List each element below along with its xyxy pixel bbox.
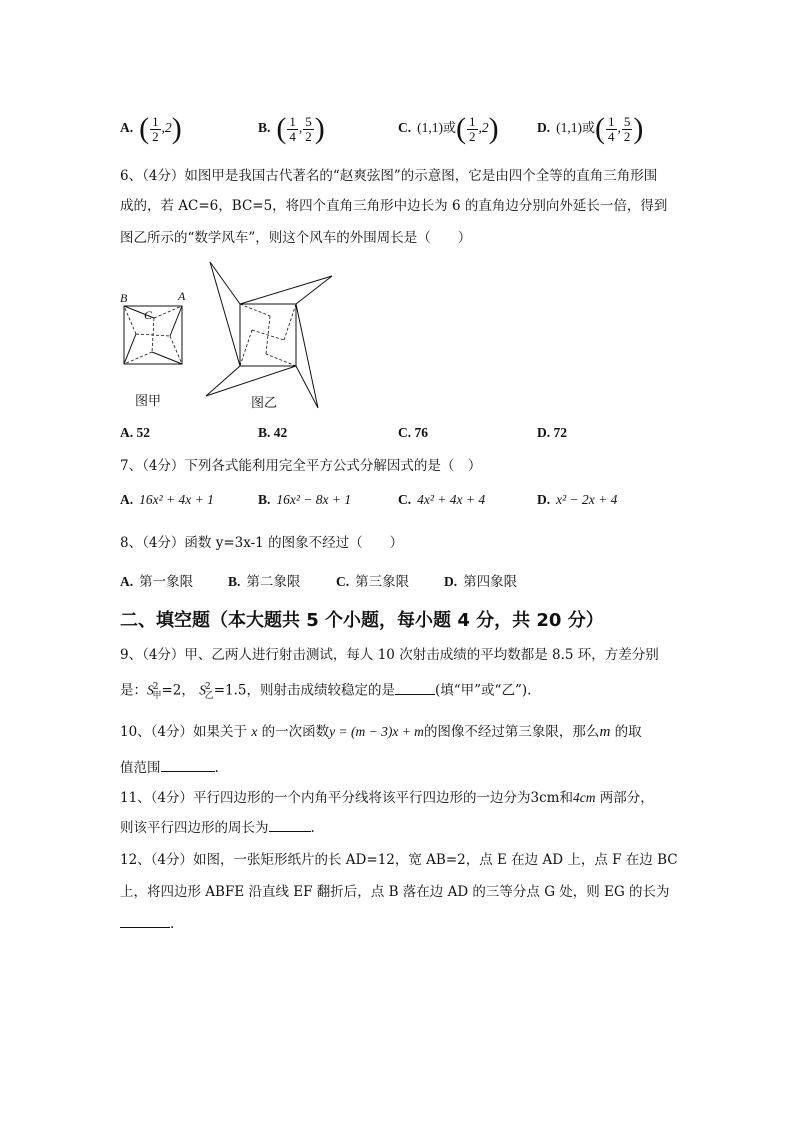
q11-line1: 11、（4分）平行四边形的一个内角平分线将该平行四边形的一边分为3cm和4cm 两部分， bbox=[120, 790, 654, 806]
q9-line1: 9、（4分）甲、乙两人进行射击测试，每人 10 次射击成绩的平均数都是 8.5 环，方差分别 bbox=[120, 647, 659, 663]
q7-option-a: A. 16x² + 4x + 1 bbox=[120, 492, 214, 507]
q11-line2: 则该平行四边形的周长为 . bbox=[120, 820, 315, 836]
q5-option-b: B. ( $\frac{1}{4}$ , $\frac{5}{2}$ ) bbox=[258, 112, 325, 145]
figure-yi-caption: 图乙 bbox=[251, 396, 278, 411]
q8-option-a: A. 第一象限 bbox=[120, 574, 194, 589]
q10-line2: 值范围 . bbox=[120, 760, 219, 776]
q5-option-d: D. (1,1)或( $\frac{1}{4}$ , $\frac{5}{2}$ ) bbox=[537, 112, 644, 145]
q9-line2: 是：$S^2_甲=2$， $S^2_乙=1.5$，则射击成绩较稳定的是 (填“甲”或“乙”). bbox=[120, 682, 532, 702]
q6-stem-line1: 6、（4分）如图甲是我国古代著名的“赵爽弦图”的示意图，它是由四个全等的直角三角形围 bbox=[120, 168, 658, 184]
q7-option-d: D. x² − 2x + 4 bbox=[537, 492, 618, 507]
q8-option-d: D. 第四象限 bbox=[444, 574, 518, 589]
point-c-label: C bbox=[144, 308, 153, 322]
q5-option-c: C. (1,1)或( $\frac{1}{2}$ ,2) bbox=[398, 112, 499, 145]
q12-answer-blank[interactable] bbox=[120, 927, 170, 928]
q5-option-a: A. ( $\frac{1}{2}$ ,2) bbox=[120, 112, 182, 145]
q7-option-c: C. 4x² + 4x + 4 bbox=[398, 492, 486, 507]
math-windmill-diagram bbox=[200, 256, 340, 414]
q10-line1: 10、（4分）如果关于 x 的一次函数y = (m − 3)x + m的图像不经过第三象限，那么m 的取 bbox=[120, 724, 642, 740]
section-heading-fill-in: 二、填空题（本大题共 5 个小题，每小题 4 分，共 20 分） bbox=[120, 610, 604, 631]
q8-option-b: B. 第二象限 bbox=[228, 574, 301, 589]
point-b-label: B bbox=[120, 291, 128, 305]
q12-line1: 12、（4分）如图，一张矩形纸片的长 AD=12，宽 AB=2，点 E 在边 AD 上，点 F 在边 BC bbox=[120, 852, 678, 868]
q11-answer-blank[interactable] bbox=[269, 831, 311, 832]
q8-stem: 8、（4分）函数 y=3x-1 的图象不经过（ ） bbox=[120, 535, 404, 551]
point-a-label: A bbox=[178, 289, 186, 303]
q6-option-c: C. 76 bbox=[398, 425, 428, 440]
q6-stem-line3: 图乙所示的“数学风车”，则这个风车的外围周长是（ ） bbox=[120, 230, 472, 246]
q9-answer-blank[interactable] bbox=[395, 694, 435, 695]
q7-stem: 7、（4分）下列各式能利用完全平方公式分解因式的是（ ） bbox=[120, 458, 482, 474]
figure-yi bbox=[200, 256, 340, 414]
q12-line3: . bbox=[120, 914, 174, 934]
q6-option-d: D. 72 bbox=[537, 425, 567, 440]
q8-option-c: C. 第三象限 bbox=[336, 574, 410, 589]
figure-jia-caption: 图甲 bbox=[135, 394, 162, 409]
q6-stem-line2: 成的，若 AC=6，BC=5，将四个直角三角形中边长为 6 的直角边分别向外延长一倍，得到 bbox=[120, 198, 668, 214]
q6-option-b: B. 42 bbox=[258, 425, 288, 440]
q10-answer-blank[interactable] bbox=[161, 771, 215, 772]
q12-line2: 上，将四边形 ABFE 沿直线 EF 翻折后，点 B 落在边 AD 的三等分点 G 处，则 EG 的长为 bbox=[120, 884, 670, 900]
q7-option-b: B. 16x² − 8x + 1 bbox=[258, 492, 352, 507]
q6-option-a: A. 52 bbox=[120, 425, 150, 440]
